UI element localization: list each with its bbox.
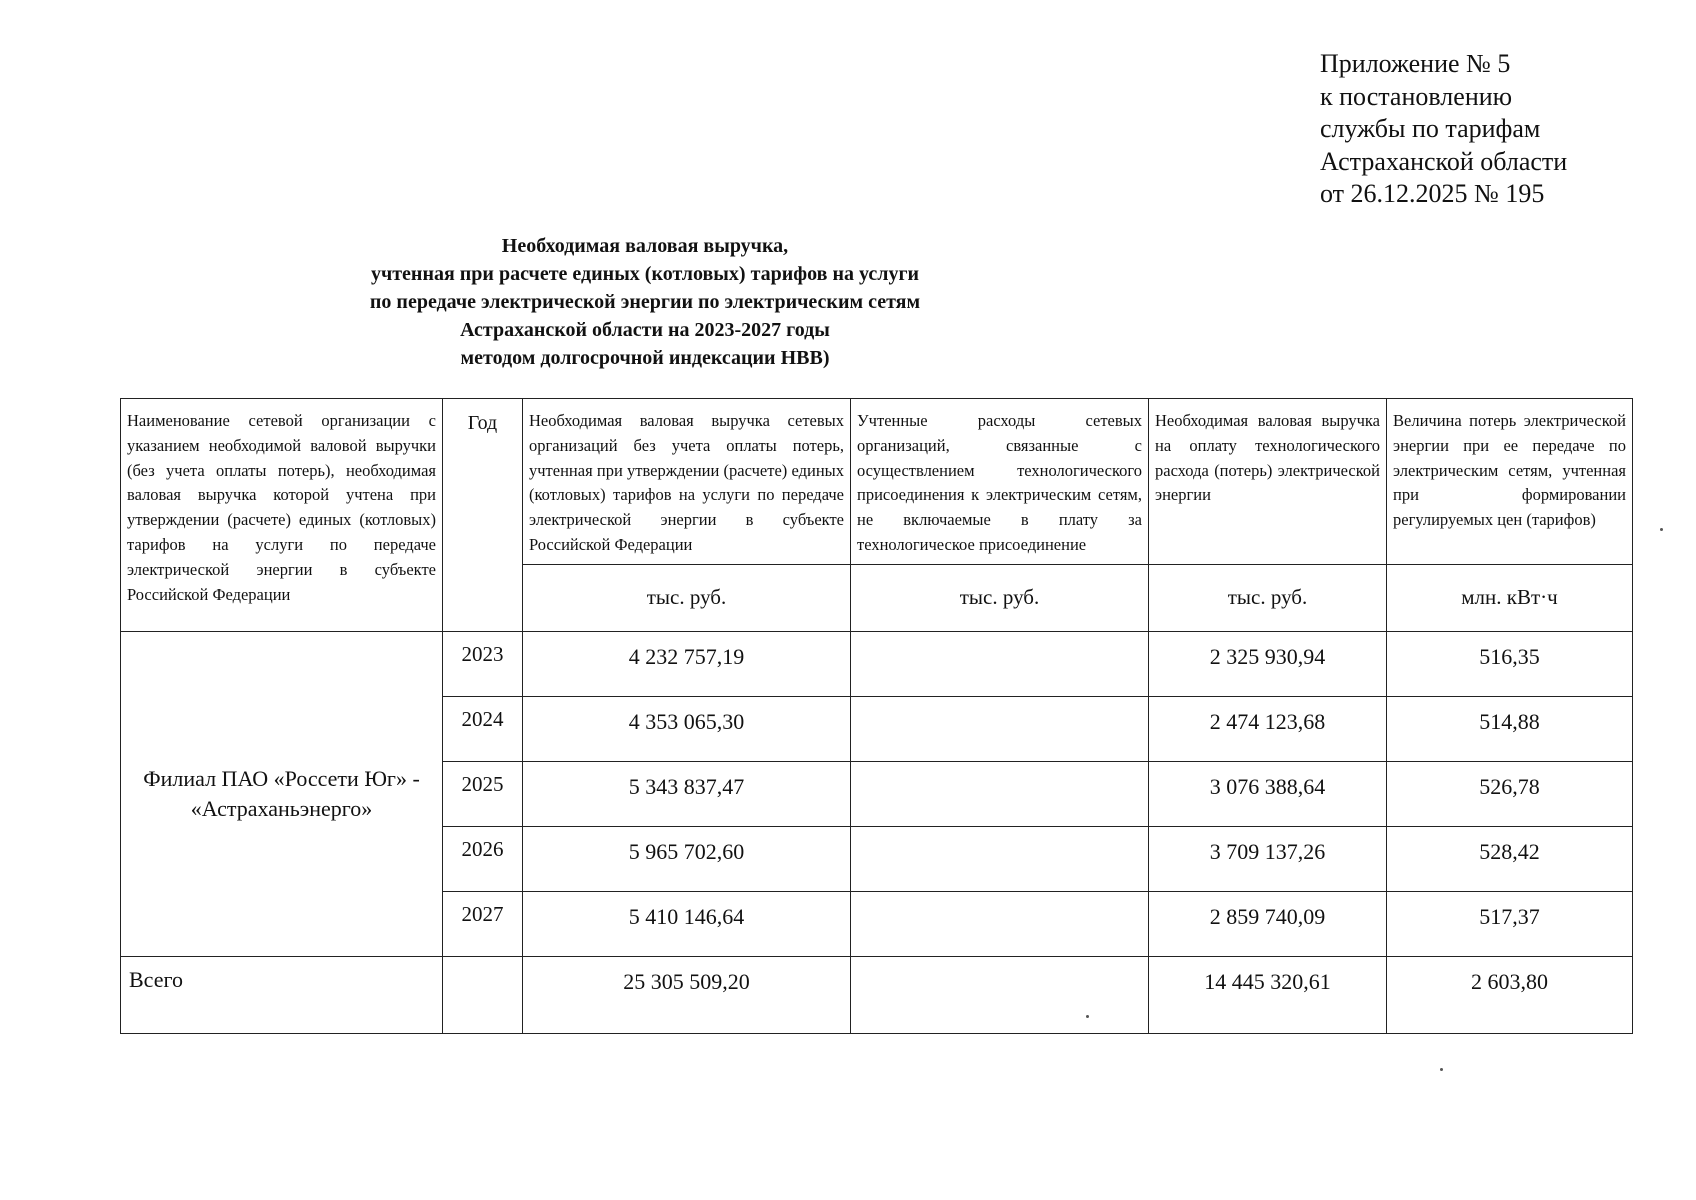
appendix-line: службы по тарифам bbox=[1320, 114, 1541, 143]
header-row bbox=[121, 399, 1633, 565]
scan-speck bbox=[1440, 1068, 1443, 1071]
header-losses-vol: Величина потерь электрической энергии при ее передаче по электрическим сетям, учтенная при формировании регулируемых цен (тарифов) bbox=[1387, 399, 1633, 565]
unit-tech: тыс. руб. bbox=[851, 564, 1149, 631]
cell-losses-vol: 514,88 bbox=[1387, 696, 1633, 761]
cell-year: 2025 bbox=[443, 761, 523, 826]
cell-losses-pay: 2 474 123,68 bbox=[1149, 696, 1387, 761]
total-nvv: 25 305 509,20 bbox=[523, 956, 851, 1033]
title-line: методом долгосрочной индексации НВВ) bbox=[460, 347, 830, 369]
cell-nvv: 5 410 146,64 bbox=[523, 891, 851, 956]
total-year bbox=[443, 956, 523, 1033]
cell-year: 2024 bbox=[443, 696, 523, 761]
document-title bbox=[369, 232, 921, 372]
cell-losses-vol: 526,78 bbox=[1387, 761, 1633, 826]
cell-year: 2023 bbox=[443, 631, 523, 696]
unit-nvv: тыс. руб. bbox=[523, 564, 851, 631]
appendix-line: к постановлению bbox=[1320, 81, 1513, 111]
scan-speck bbox=[1660, 528, 1663, 531]
cell-losses-pay: 3 076 388,64 bbox=[1149, 761, 1387, 826]
unit-losses-vol: млн. кВт·ч bbox=[1387, 564, 1633, 631]
cell-tech bbox=[851, 891, 1149, 956]
total-losses-vol: 2 603,80 bbox=[1387, 956, 1633, 1033]
header-org: Наименование сетевой организации с указанием необходимой валовой выручки (без учета оплаты потерь), необходимая валовая выручка которой учтена при утверждении (расчете) единых (котловых) тарифов на услуги по передаче электрической энергии в субъекте Российской Федерации bbox=[121, 399, 443, 632]
cell-tech bbox=[851, 696, 1149, 761]
scan-speck bbox=[1086, 1015, 1089, 1018]
cell-losses-vol: 516,35 bbox=[1387, 631, 1633, 696]
cell-losses-pay: 2 859 740,09 bbox=[1149, 891, 1387, 956]
cell-tech bbox=[851, 761, 1149, 826]
cell-losses-vol: 517,37 bbox=[1387, 891, 1633, 956]
appendix-line: Приложение № 5 bbox=[1320, 49, 1511, 78]
cell-year: 2026 bbox=[443, 826, 523, 891]
cell-tech bbox=[851, 826, 1149, 891]
nvv-table bbox=[120, 398, 1633, 1034]
cell-nvv: 4 353 065,30 bbox=[523, 696, 851, 761]
header-tech: Учтенные расходы сетевых организаций, связанные с осуществлением технологического присоединения к электрическим сетям, не включаемые в плату за технологическое присоединение bbox=[851, 399, 1149, 565]
cell-nvv: 5 343 837,47 bbox=[523, 761, 851, 826]
cell-losses-pay: 2 325 930,94 bbox=[1149, 631, 1387, 696]
cell-year: 2027 bbox=[443, 891, 523, 956]
appendix-block bbox=[1320, 48, 1567, 211]
title-line: по передаче электрической энергии по электрическим сетям bbox=[369, 291, 921, 313]
total-tech bbox=[851, 956, 1149, 1033]
cell-nvv: 4 232 757,19 bbox=[523, 631, 851, 696]
total-label: Всего bbox=[121, 956, 443, 1033]
cell-losses-pay: 3 709 137,26 bbox=[1149, 826, 1387, 891]
table-row bbox=[121, 631, 1633, 696]
title-line: учтенная при расчете единых (котловых) тарифов на услуги bbox=[370, 263, 920, 285]
cell-losses-vol: 528,42 bbox=[1387, 826, 1633, 891]
title-line: Необходимая валовая выручка, bbox=[501, 235, 789, 257]
cell-nvv: 5 965 702,60 bbox=[523, 826, 851, 891]
total-losses-pay: 14 445 320,61 bbox=[1149, 956, 1387, 1033]
total-row bbox=[121, 956, 1633, 1033]
org-name: Филиал ПАО «Россети Юг» - «Астраханьэнерго» bbox=[121, 631, 443, 956]
unit-losses-pay: тыс. руб. bbox=[1149, 564, 1387, 631]
cell-tech bbox=[851, 631, 1149, 696]
appendix-line: от 26.12.2025 № 195 bbox=[1320, 179, 1545, 208]
header-losses-pay: Необходимая валовая выручка на оплату технологического расхода (потерь) электрической энергии bbox=[1149, 399, 1387, 565]
appendix-line: Астраханской области bbox=[1320, 146, 1568, 176]
header-nvv: Необходимая валовая выручка сетевых организаций без учета оплаты потерь, учтенная при утверждении (расчете) единых (котловых) тарифов на услуги по передаче электрической энергии в субъекте Российской Федерации bbox=[523, 399, 851, 565]
title-line: Астраханской области на 2023-2027 годы bbox=[460, 319, 830, 341]
header-year: Год bbox=[443, 399, 523, 632]
